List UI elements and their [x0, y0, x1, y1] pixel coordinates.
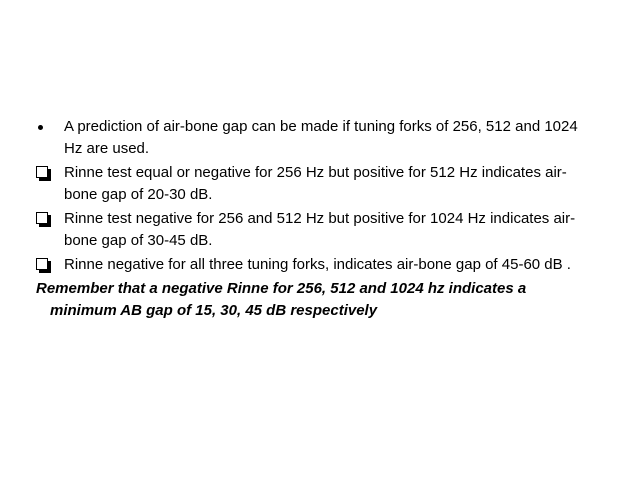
remember-note: Remember that a negative Rinne for 256, 512 and 1024 hz indicates a minimum AB gap of 15, 30, 45 dB respectively [36, 280, 527, 319]
checkbox-icon [36, 162, 56, 184]
list-item-text: Rinne negative for all three tuning forks, indicates air-bone gap of 45-60 dB . [64, 256, 571, 273]
list-item [36, 162, 596, 206]
bullet-icon [36, 116, 56, 138]
slide-content [36, 116, 596, 322]
list-item-text: Rinne test negative for 256 and 512 Hz but positive for 1024 Hz indicates air-bone gap of 30-45 dB. [64, 210, 576, 249]
list-item [36, 208, 596, 252]
list-item [36, 254, 596, 276]
list-item-text: A prediction of air-bone gap can be made if tuning forks of 256, 512 and 1024 Hz are used. [64, 118, 578, 157]
list-item-text: Rinne test equal or negative for 256 Hz but positive for 512 Hz indicates air-bone gap of 20-30 dB. [64, 164, 567, 203]
checkbox-icon [36, 254, 56, 276]
checkbox-icon [36, 208, 56, 230]
list-item [36, 116, 596, 160]
